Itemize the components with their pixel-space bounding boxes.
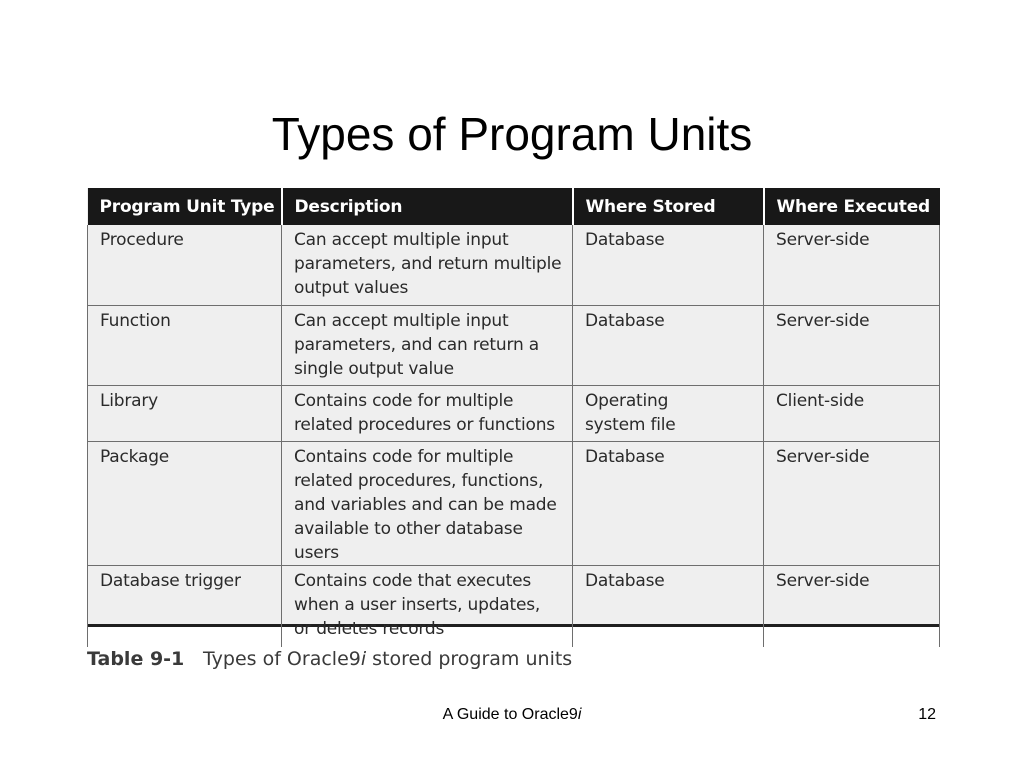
description-line: Can accept multiple input bbox=[294, 230, 509, 250]
page-number: 12 bbox=[918, 706, 936, 723]
header-description: Description bbox=[282, 188, 573, 225]
description-line: Can accept multiple input bbox=[294, 311, 509, 331]
table-row bbox=[88, 442, 940, 566]
cell-description bbox=[282, 386, 573, 442]
description-line: parameters, and return multiple bbox=[294, 254, 562, 274]
caption-text: Types of Oracle9 bbox=[203, 648, 361, 670]
description-line: Contains code for multiple bbox=[294, 391, 514, 411]
stored-line: Operating bbox=[585, 391, 669, 411]
table-row bbox=[88, 225, 940, 306]
cell-description bbox=[282, 442, 573, 566]
cell-description bbox=[282, 566, 573, 648]
header-where-executed: Where Executed bbox=[764, 188, 940, 225]
description-line: and variables and can be made bbox=[294, 495, 557, 515]
units-table bbox=[87, 188, 940, 647]
table-row bbox=[88, 306, 940, 386]
stored-line: Database bbox=[585, 230, 665, 250]
description-line: single output value bbox=[294, 359, 454, 379]
description-line: related procedures, functions, bbox=[294, 471, 544, 491]
cell-type: Package bbox=[88, 442, 282, 566]
description-line: Contains code for multiple bbox=[294, 447, 514, 467]
cell-type: Library bbox=[88, 386, 282, 442]
cell-stored bbox=[573, 225, 764, 306]
table-row bbox=[88, 386, 940, 442]
description-line: or deletes records bbox=[294, 619, 445, 639]
cell-stored bbox=[573, 442, 764, 566]
header-where-stored: Where Stored bbox=[573, 188, 764, 225]
table-caption bbox=[87, 648, 572, 676]
footer-text-italic: i bbox=[577, 706, 582, 723]
stored-line: system file bbox=[585, 415, 676, 435]
description-line: output values bbox=[294, 278, 409, 298]
cell-executed: Server-side bbox=[764, 225, 940, 306]
stored-line: Database bbox=[585, 571, 665, 591]
cell-type: Procedure bbox=[88, 225, 282, 306]
header-program-unit-type: Program Unit Type bbox=[88, 188, 282, 225]
caption-text-end: stored program units bbox=[366, 648, 573, 670]
stored-line: Database bbox=[585, 311, 665, 331]
cell-stored bbox=[573, 386, 764, 442]
cell-stored bbox=[573, 566, 764, 648]
table-header-row bbox=[88, 188, 940, 225]
cell-description bbox=[282, 306, 573, 386]
cell-stored bbox=[573, 306, 764, 386]
footer-text: A Guide to Oracle9 bbox=[442, 706, 578, 723]
description-line: Contains code that executes bbox=[294, 571, 532, 591]
description-line: parameters, and can return a bbox=[294, 335, 539, 355]
cell-type: Database trigger bbox=[88, 566, 282, 648]
description-line: related procedures or functions bbox=[294, 415, 555, 435]
caption-text-italic: i bbox=[360, 648, 367, 670]
caption-number: Table 9-1 bbox=[87, 648, 185, 670]
program-units-table bbox=[87, 188, 939, 639]
description-line: when a user inserts, updates, bbox=[294, 595, 541, 615]
cell-executed: Client-side bbox=[764, 386, 940, 442]
description-line: available to other database users bbox=[294, 519, 523, 563]
stored-line: Database bbox=[585, 447, 665, 467]
cell-description bbox=[282, 225, 573, 306]
cell-type: Function bbox=[88, 306, 282, 386]
slide-title: Types of Program Units bbox=[271, 108, 753, 160]
cell-executed: Server-side bbox=[764, 306, 940, 386]
cell-executed: Server-side bbox=[764, 442, 940, 566]
footer-title bbox=[0, 706, 1024, 724]
table-row bbox=[88, 566, 940, 648]
cell-executed: Server-side bbox=[764, 566, 940, 648]
